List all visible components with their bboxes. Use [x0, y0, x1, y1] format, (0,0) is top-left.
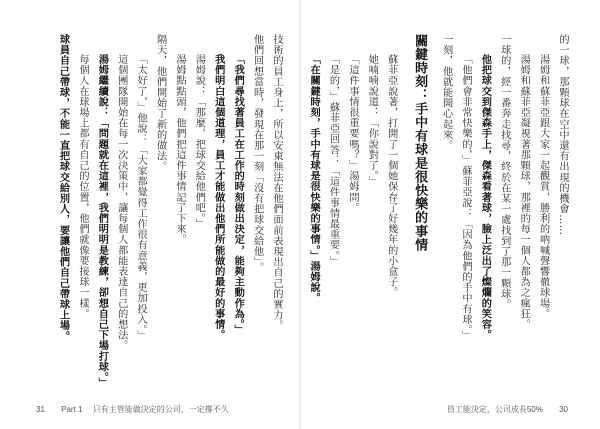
text-column-bold: 他把球交到傑森手上，傑森看著球，臉上泛出了燦爛的笑容。: [479, 54, 492, 341]
text-column: 「他們會非常快樂的，」蘇菲亞說：「因為他們的手中有球。」: [459, 54, 471, 341]
text-column: 每個人在球場上都有自己的位置，他們就像要接球一樣。: [76, 54, 88, 320]
text-column: 的一球，那顆球在空中還有出現的機會……: [557, 34, 568, 236]
running-head: 只有主管能做決定的公司，一定撐不久: [92, 405, 229, 414]
text-column-bold: 「在關鍵時刻，手中有球是很快樂的事情。」湯姆說。: [308, 54, 321, 304]
text-column: 湯姆和蘇菲亞跟大家一起觀賞，勝利的吶喊聲響徹球場。: [537, 54, 549, 320]
text-column: 這個團隊開始在每一次決策中，讓每個人都能表達自己的想法。: [115, 54, 127, 352]
left-page-text: [38, 34, 286, 394]
text-column: 湯姆說：「那麼，把球交給他們吧。」: [193, 54, 205, 230]
text-column: 隔天，他們開始了新的做法。: [154, 34, 166, 172]
text-column-bold: 湯姆繼續說：「問題就在這裡，我們明明是教練，卻想自己下場打球。」: [96, 54, 109, 389]
section-heading: 關鍵時刻：手中有球是很快樂的事情: [412, 34, 428, 252]
text-column: 「是的，」蘇菲亞回答：「這件事情最重要。」: [327, 54, 339, 267]
right-page: [300, 0, 600, 429]
part-label: Part 1: [61, 405, 83, 414]
text-column: 「這件事情很重要嗎？」湯姆問。: [346, 54, 358, 214]
text-column: 一刻，他就能開心起來。: [440, 34, 452, 151]
right-page-text: [308, 34, 572, 394]
text-column: 技術的員工身上，所以安東無法在他們面前表現出自己的實力。: [271, 34, 282, 331]
text-column: 一球的，經一番奔走找尋，終於在某一處找到了那一顆球。: [498, 34, 510, 310]
running-head: 員工能決定，公司成長50%: [446, 405, 543, 414]
text-column: 湯姆點點頭，他們把這件事情記了下來。: [173, 54, 185, 246]
page-number: 30: [559, 405, 568, 414]
right-page-footer: [447, 404, 568, 415]
text-column-bold: 我們明白這個道理，員工才能做出他們所能做的最好的事情。: [212, 54, 225, 341]
text-column: 湯姆和蘇菲亞凝視著那顆球，那裡的每一個人都為之瘋狂。: [518, 54, 530, 330]
text-column: 她喃喃說道：「你說對了。」: [366, 54, 378, 188]
text-column: 蘇菲亞說著，打開了一個她保存了好幾年的小盒子。: [385, 54, 397, 299]
page-number: 31: [36, 405, 45, 414]
text-column-bold: 球員自己帶球，不能一直把球交給別人，要讓他們自己帶球上場。: [57, 34, 70, 342]
text-column: 「太好了，」他說：「大家都覺得工作很有意義，更加投入。」: [135, 54, 147, 341]
left-page-footer: [36, 404, 229, 415]
text-column: 他們回想當時，發現在那一刻「沒有把球交給他」。: [251, 34, 263, 273]
text-column-bold: 「我們尋找著員工在工作的時刻做出決定，能夠主動作為。」: [232, 54, 245, 336]
